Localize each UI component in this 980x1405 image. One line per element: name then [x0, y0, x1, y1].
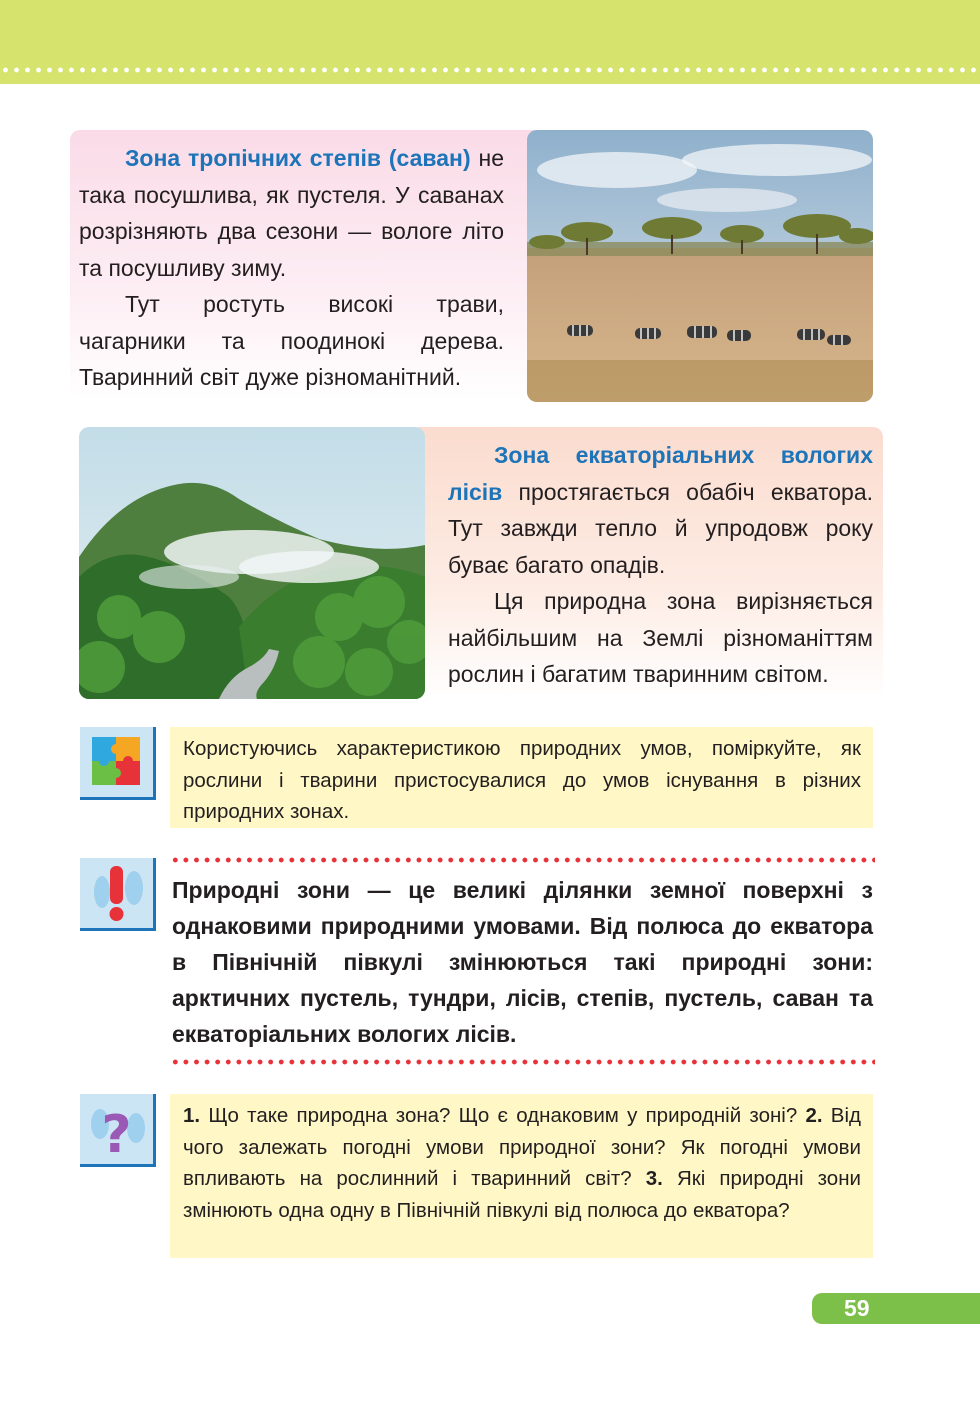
header-dots	[0, 66, 980, 74]
rainforest-title: Зона екваторіальних вологих лісів	[448, 442, 873, 505]
rule-bottom-dots	[170, 1058, 875, 1066]
savanna-paragraph-1: не така посушлива, як пустеля. У саванах розрізняють два сезони — вологе літо та посушливу зиму.	[79, 145, 504, 281]
savanna-paragraph-2: Тут ростуть високі трави, чагарники та поодинокі дерева. Тваринний світ дуже різноманітний.	[79, 291, 504, 390]
question-1: Що таке природна зона? Що є однаковим у природній зоні?	[200, 1104, 806, 1127]
puzzle-icon	[80, 727, 156, 800]
question-1-number: 1.	[183, 1104, 201, 1127]
task-box	[170, 727, 873, 828]
svg-text:?: ?	[101, 1105, 132, 1164]
rainforest-photo	[79, 427, 425, 699]
savanna-text	[79, 140, 504, 396]
question-2: Від чого залежать погодні умови природної зони? Як погодні умови впливають на рослинний і тваринний світ?	[183, 1104, 861, 1190]
page-number: 59	[812, 1293, 980, 1324]
task-text: Користуючись характеристикою природних умов, поміркуйте, як рослини і тварини пристосувалися до умов існування в різних природних зонах.	[183, 737, 861, 823]
question-2-number: 2.	[805, 1104, 823, 1127]
exclamation-icon	[80, 858, 156, 931]
questions-box	[170, 1094, 873, 1258]
rainforest-paragraph-2: Ця природна зона вирізняється найбільшим на Землі різноманіттям рослин і багатим тваринним світом.	[448, 588, 873, 687]
rule-top-dots	[170, 856, 875, 864]
question-icon	[80, 1094, 156, 1167]
savanna-photo	[527, 130, 873, 402]
rainforest-paragraph-1: простягається обабіч екватора. Тут завжди тепло й упродовж року буває багато опадів.	[448, 478, 873, 578]
rule-text: Природні зони — це великі ділянки земної поверхні з однаковими природними умовами. Від полюса до екватора в Північній півкулі змінюються такі природні зони: арктичних пустель, тундри, лісів, степів, пустель, саван та екваторіальних вологих лісів.	[172, 877, 873, 1047]
question-3-number: 3.	[645, 1167, 663, 1190]
question-3: Які природні зони змінюють одна одну в Північній півкулі від полюса до екватора?	[183, 1167, 861, 1222]
savanna-title: Зона тропічних степів (саван)	[125, 145, 471, 171]
rainforest-text	[448, 437, 873, 693]
